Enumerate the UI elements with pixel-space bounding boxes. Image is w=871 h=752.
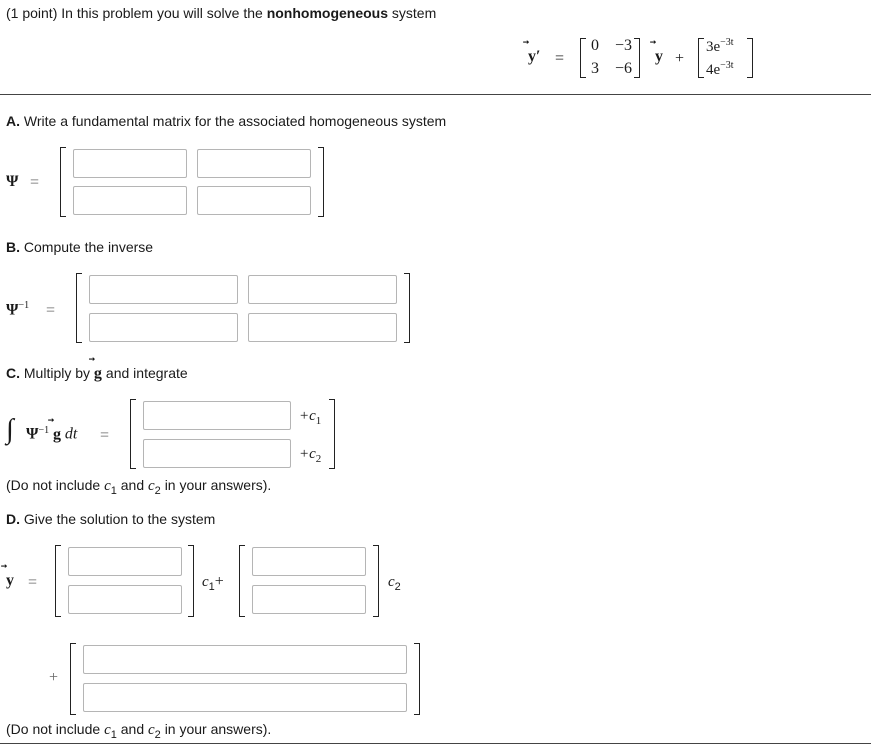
part-d-note: (Do not include $c_1$ and $c_2$ in your answers). [6,721,272,741]
system-matrix-a21: 3 [591,60,599,77]
part-c-text-prefix: Multiply by [23,365,91,381]
part-b-equals: = [46,302,56,319]
part-d-label: D. [6,511,20,527]
problem-intro [6,5,436,21]
system-times-var: y [655,48,663,65]
intro-prefix: (1 point) In this problem you will solve the [6,5,263,21]
part-b-label: B. [6,239,20,255]
divider-top [0,94,871,95]
part-c-left-bracket [130,399,136,469]
divider-bottom [0,743,871,744]
part-a-right-bracket [318,147,324,217]
part-c-vec-g: g [93,365,102,382]
part-c-label: C. [6,365,20,381]
part-d-equals: = [28,574,38,591]
part-c-text-suffix: and integrate [105,365,188,381]
system-matrix-a11: 0 [591,37,599,54]
part-b-left-bracket [76,273,82,343]
vec2-left-bracket [239,545,245,617]
solution-lhs: y [6,572,14,589]
system-plus: + [675,50,685,67]
psi-12-input[interactable] [197,149,311,178]
psi-inv-12-input[interactable] [248,275,397,304]
solution-vec1-row2-input[interactable] [68,585,182,614]
psi-11-input[interactable] [73,149,187,178]
psi-inverse-symbol: $\Psi^{-1}$ [6,300,30,319]
part-b-right-bracket [404,273,410,343]
part-a-label: A. [6,113,20,129]
intro-suffix: system [391,5,437,21]
forcing-right-bracket [747,38,753,78]
part-a-left-bracket [60,147,66,217]
plus-c2: $+c_2$ [299,446,322,465]
psi-inv-11-input[interactable] [89,275,238,304]
part-c-note: (Do not include $c_1$ and $c_2$ in your answers). [6,477,272,497]
part-d-heading [6,511,215,527]
solution-vec2-row1-input[interactable] [252,547,366,576]
system-equals: = [555,50,565,67]
plus-c1: $+c_1$ [299,408,322,427]
system-lhs: y′ [528,48,541,65]
solution-vec2-row2-input[interactable] [252,585,366,614]
psi-inv-22-input[interactable] [248,313,397,342]
particular-row2-input[interactable] [83,683,407,712]
vec2-right-bracket [373,545,379,617]
integrand: $\Psi^{-1}$ g dt [26,425,78,443]
particular-plus: + [49,669,59,686]
intro-bold: nonhomogeneous [266,5,389,21]
part-b-text: Compute the inverse [23,239,154,255]
particular-right-bracket [414,643,420,715]
part-c-heading [6,365,188,383]
part-d-text: Give the solution to the system [23,511,216,527]
part-a-equals: = [30,174,40,191]
integral-sign: ∫ [6,414,14,445]
particular-left-bracket [70,643,76,715]
solution-c1: $c_1+$ [202,573,224,593]
system-matrix-a12: −3 [615,37,633,54]
forcing-row2: $4e^{-3t}$ [706,60,734,78]
system-matrix-a22: −6 [615,60,633,77]
part-c-equals: = [100,427,110,444]
forcing-left-bracket [698,38,704,78]
part-c-right-bracket [329,399,335,469]
part-b-heading [6,239,153,255]
system-matrix-left-bracket [580,38,586,78]
psi-inv-21-input[interactable] [89,313,238,342]
system-matrix-right-bracket [634,38,640,78]
integral-row2-input[interactable] [143,439,291,468]
part-a-text: Write a fundamental matrix for the associated homogeneous system [23,113,447,129]
integral-row1-input[interactable] [143,401,291,430]
particular-row1-input[interactable] [83,645,407,674]
psi-21-input[interactable] [73,186,187,215]
psi-22-input[interactable] [197,186,311,215]
solution-vec1-row1-input[interactable] [68,547,182,576]
vec1-right-bracket [188,545,194,617]
part-a-heading [6,113,446,129]
forcing-row1: $3e^{-3t}$ [706,37,734,55]
psi-symbol: Ψ [6,173,19,190]
solution-c2: $c_2$ [388,574,401,593]
vec1-left-bracket [55,545,61,617]
